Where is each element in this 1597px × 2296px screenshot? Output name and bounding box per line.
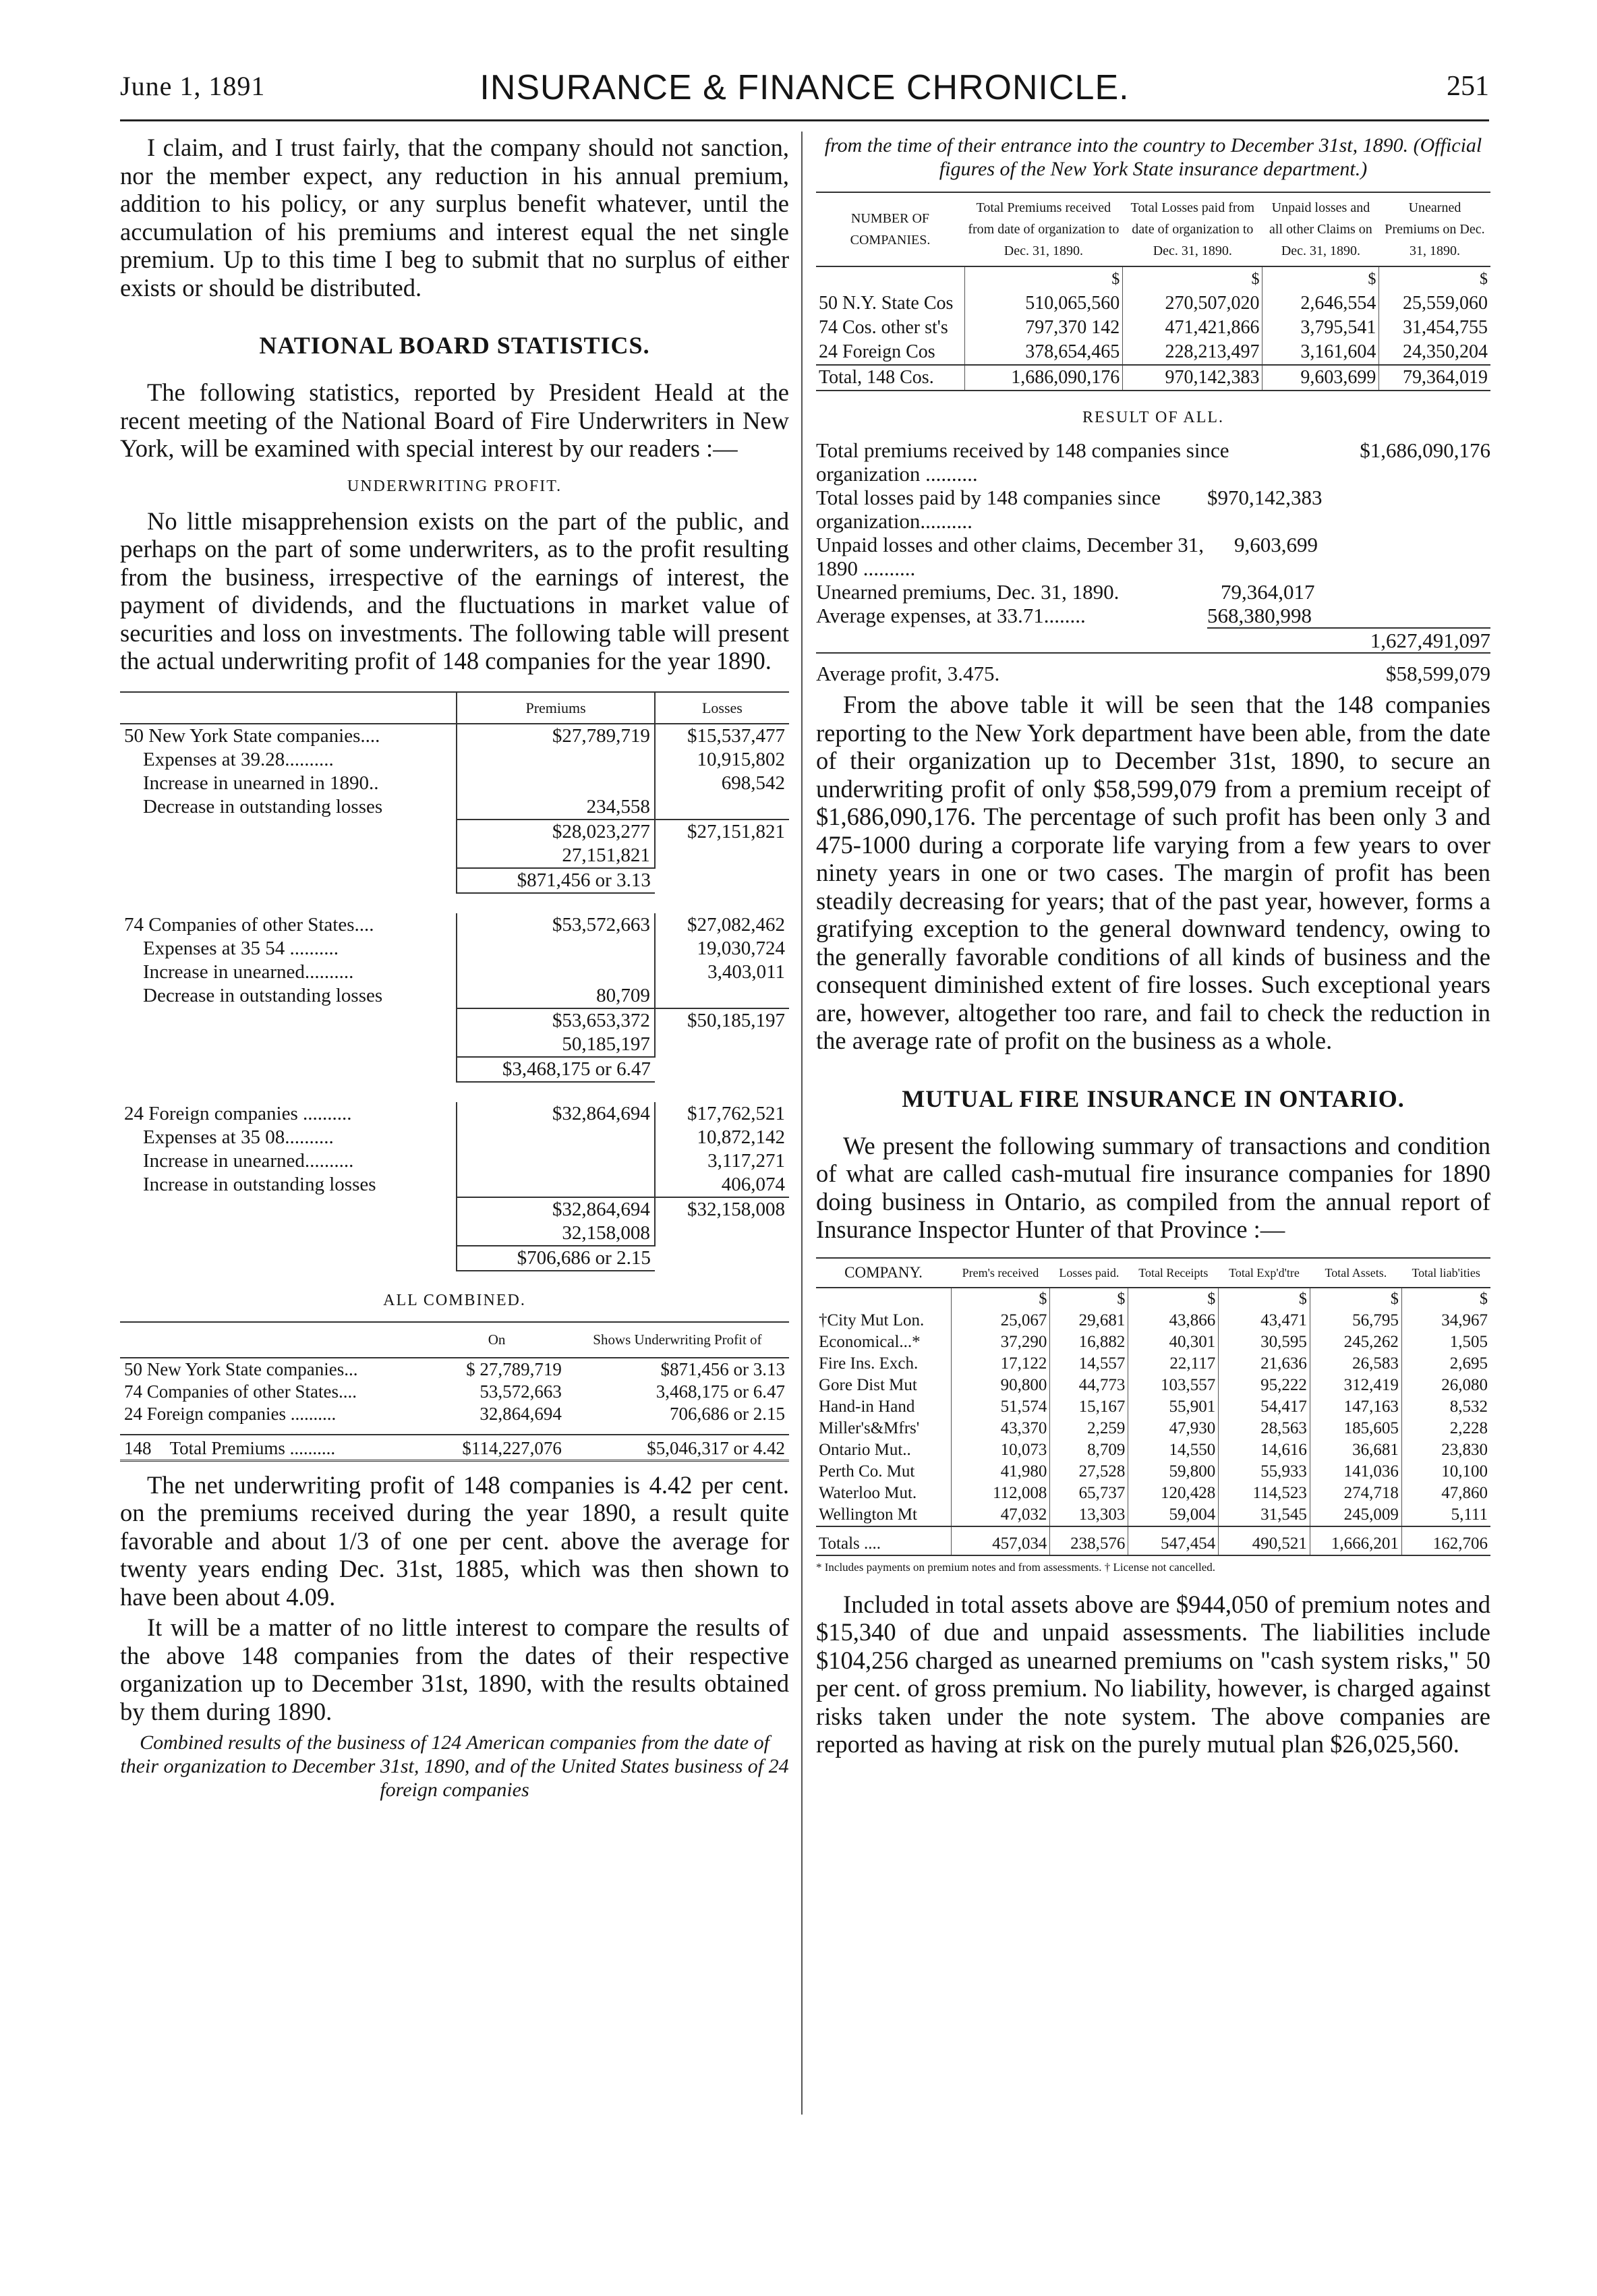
currency-row: $ $ $ $ xyxy=(816,266,1490,291)
table-row: Hand-in Hand 51,574 15,167 55,901 54,417 147,163 8,532 xyxy=(816,1396,1490,1418)
result-of-all xyxy=(816,438,1490,685)
table-row: Fire Ins. Exch. 17,122 14,557 22,117 21,636 26,583 2,695 xyxy=(816,1353,1490,1375)
table-row: 32,158,008 xyxy=(120,1222,789,1246)
right-column xyxy=(816,134,1490,1761)
table-header: Total Losses paid from date of organization to Dec. 31, 1890. xyxy=(1123,192,1262,266)
result-row: Total premiums received by 148 companies since organization .......... $1,686,090,176 xyxy=(816,438,1490,486)
result-row: Unearned premiums, Dec. 31, 1890. 79,364,017 xyxy=(816,580,1315,604)
table-row: 50 New York State companies.... $27,789,719 $15,537,477 xyxy=(120,724,789,748)
group-result: $871,456 or 3.13 xyxy=(457,868,655,893)
section-title-national-board: NATIONAL BOARD STATISTICS. xyxy=(259,332,650,359)
net-profit-paragraph: The net underwriting profit of 148 companies is 4.42 per cent. on the premiums received during the year 1890, a result quite favorable and about 1/3 of one per cent. above the average for twenty years ending Dec. 31st, 1885, which was then shown to have been about 4.09. xyxy=(120,1470,789,1611)
issue-date: June 1, 1891 xyxy=(120,71,266,101)
combined-results-caption: Combined results of the business of 124 American companies from the date of their organization to December 31st, 1890, and of the United States business of 24 foreign companies xyxy=(120,1731,789,1801)
table-row: 50 New York State companies... $ 27,789,719 $871,456 or 3.13 xyxy=(124,1358,785,1379)
table-header: Total liab'ities xyxy=(1401,1258,1490,1288)
table-row: Wellington Mt 47,032 13,303 59,004 31,545 245,009 5,111 xyxy=(816,1504,1490,1526)
table-row: 24 Foreign companies .......... 32,864,694 706,686 or 2.15 xyxy=(124,1403,785,1424)
intro-paragraph: I claim, and I trust fairly, that the company should not sanction, nor the member expect, any reduction in his annual premium, addition to his policy, or any surplus benefit whatever, until the accumulation of his premiums and interest equal the net single premium. Up to this time I beg to submit that no surplus of either exists or should be distributed. xyxy=(120,134,789,302)
result-row: Average expenses, at 33.71........ 568,380,998 xyxy=(816,604,1490,629)
stats-paragraph: The following statistics, reported by President Heald at the recent meeting of the National Board of Fire Underwriters in New York, will be examined with special interest by our readers :— xyxy=(120,378,789,462)
table-total-row: Total, 148 Cos. 1,686,090,176 970,142,383 9,603,699 79,364,019 xyxy=(816,365,1490,391)
page-header xyxy=(120,67,1489,121)
table-total-row: 148 Total Premiums .......... $114,227,076 $5,046,317 or 4.42 xyxy=(120,1435,789,1461)
result-of-all-title: RESULT OF ALL. xyxy=(1082,409,1225,426)
ny-department-table xyxy=(816,192,1490,391)
table-row: 74 Cos. other st's 797,370 142 471,421,866 3,795,541 31,454,755 xyxy=(816,316,1490,340)
journal-title: INSURANCE & FINANCE CHRONICLE. xyxy=(480,68,1130,107)
table-row: †City Mut Lon. 25,067 29,681 43,866 43,471 56,795 34,967 xyxy=(816,1310,1490,1331)
mutual-intro-paragraph: We present the following summary of transactions and condition of what are called cash-mutual fire insurance companies for 1890 doing business in Ontario, as compiled from the annual report of Insurance Inspector Hunter of that Province :— xyxy=(816,1131,1490,1243)
table-header: COMPANY. xyxy=(816,1258,951,1288)
table-row xyxy=(120,868,789,893)
table-row: 24 Foreign companies .......... $32,864,694 $17,762,521 xyxy=(120,1102,789,1126)
compare-paragraph: It will be a matter of no little interest to compare the results of the above 148 companies from the dates of their respective organization up to December 31st, 1890, with the results obtained by them during 1890. xyxy=(120,1613,789,1725)
table-row: 74 Companies of other States.... $53,572,663 $27,082,462 xyxy=(120,913,789,937)
table-header: Premiums xyxy=(457,692,655,724)
subhead-underwriting-profit: UNDERWRITING PROFIT. xyxy=(347,477,562,495)
table-header: Total Exp'd'tre xyxy=(1219,1258,1310,1288)
table-row: Waterloo Mut. 112,008 65,737 120,428 114,523 274,718 47,860 xyxy=(816,1483,1490,1504)
table-row: Decrease in outstanding losses 80,709 xyxy=(120,984,789,1008)
table-row: $32,864,694 $32,158,008 xyxy=(120,1197,789,1222)
table-row: Decrease in outstanding losses 234,558 xyxy=(120,795,789,820)
table-header xyxy=(120,1322,428,1358)
table-row: Increase in unearned.......... 3,117,271 xyxy=(120,1149,789,1173)
group-result: $3,468,175 or 6.47 xyxy=(457,1057,655,1082)
table-header: Prem's received xyxy=(951,1258,1050,1288)
table-header: Total Premiums received from date of organization to Dec. 31, 1890. xyxy=(964,192,1123,266)
table-header: Losses paid. xyxy=(1050,1258,1128,1288)
table-row: 24 Foreign Cos 378,654,465 228,213,497 3,161,604 24,350,204 xyxy=(816,340,1490,365)
result-sum: 1,627,491,097 xyxy=(816,629,1490,654)
all-combined-table xyxy=(120,1321,789,1462)
table-row: Perth Co. Mut 41,980 27,528 59,800 55,933 141,036 10,100 xyxy=(816,1461,1490,1483)
table-row: Ontario Mut.. 10,073 8,709 14,550 14,616 36,681 23,830 xyxy=(816,1439,1490,1461)
ontario-mutual-table xyxy=(816,1257,1490,1556)
average-profit-row: Average profit, 3.475. $58,599,079 xyxy=(816,662,1490,685)
profit-paragraph: No little misapprehension exists on the part of the public, and perhaps on the part of some underwriters, as to the profit resulting from the business, irrespective of the earnings of interest, the payment of dividends, and the fluctuations in market value of securities and loss on investments. The following table will present the actual underwriting profit of 148 companies for the year 1890. xyxy=(120,507,789,675)
result-row: Unpaid losses and other claims, December 31, 1890 .......... 9,603,699 xyxy=(816,533,1318,580)
table-header: Unpaid losses and all other Claims on Dec. 31, 1890. xyxy=(1262,192,1379,266)
table-footnote: * Includes payments on premium notes and from assessments. † License not cancelled. xyxy=(816,1560,1216,1574)
table-total-row: Totals .... 457,034 238,576 547,454 490,521 1,666,201 162,706 xyxy=(816,1526,1490,1555)
table-row xyxy=(120,1057,789,1082)
table-header xyxy=(120,692,457,724)
table-row: $28,023,277 $27,151,821 xyxy=(120,820,789,844)
table-row: 50 N.Y. State Cos 510,065,560 270,507,020 2,646,554 25,559,060 xyxy=(816,291,1490,316)
from-table-paragraph: From the above table it will be seen that the 148 companies reporting to the New York department have been able, from the date of their organization up to December 31st, 1890, to secure an underwriting profit of only $58,599,079 from a premium receipt of $1,686,090,176. The percentage of such profit has been only 3 and 475-1000 during a corporate life varying from a few years to over ninety years in one or two cases. The margin of profit has been steadily decreasing for years; that of the past year, however, forms a gratifying exception to the general downward tendency, owing to the generally favorable conditions of all kinds of business and the consequent diminished extent of fire losses. Such exceptional years are, however, altogether too rare, and fail to check the reduction in the average rate of profit on the business as a whole. xyxy=(816,691,1490,1054)
included-assets-paragraph: Included in total assets above are $944,050 of premium notes and $15,340 of due and unpaid assessments. The liabilities include $104,256 charged as unearned premiums on "cash system risks," 50 per cent. of gross premium. No liability, however, is charged against risks taken under the note system. The above companies are reported as having at risk on the purely mutual plan $26,025,560. xyxy=(816,1590,1490,1758)
table-row: Increase in unearned in 1890.. 698,542 xyxy=(120,772,789,795)
table-row: Gore Dist Mut 90,800 44,773 103,557 95,222 312,419 26,080 xyxy=(816,1375,1490,1396)
all-combined-title: ALL COMBINED. xyxy=(383,1291,526,1309)
table-row: Expenses at 35 54 .......... 19,030,724 xyxy=(120,937,789,960)
table-header: Shows Underwriting Profit of xyxy=(566,1322,789,1358)
table-row xyxy=(120,1246,789,1271)
result-row: Total losses paid by 148 companies since organization.......... $970,142,383 xyxy=(816,486,1323,533)
currency-row: $ $ $ $ $ $ xyxy=(816,1288,1490,1310)
table-header: Total Receipts xyxy=(1128,1258,1219,1288)
caption-continued: from the time of their entrance into the country to December 31st, 1890. (Official figures of the New York State insurance department.) xyxy=(824,134,1482,180)
table-row: Expenses at 35 08.......... 10,872,142 xyxy=(120,1126,789,1149)
page-number: 251 xyxy=(1447,71,1489,102)
table-header: NUMBER OF COMPANIES. xyxy=(816,192,964,266)
table-header: Losses xyxy=(655,692,789,724)
table-row: Miller's&Mfrs' 43,370 2,259 47,930 28,563 185,605 2,228 xyxy=(816,1418,1490,1439)
left-column xyxy=(120,134,789,1802)
table-row: Economical...* 37,290 16,882 40,301 30,595 245,262 1,505 xyxy=(816,1331,1490,1353)
table-row: 74 Companies of other States.... 53,572,663 3,468,175 or 6.47 xyxy=(124,1381,785,1402)
column-divider xyxy=(801,132,803,2115)
table-header: Unearned Premiums on Dec. 31, 1890. xyxy=(1379,192,1490,266)
table-header: On xyxy=(428,1322,566,1358)
table-header: Total Assets. xyxy=(1310,1258,1401,1288)
section-title-mutual-fire: MUTUAL FIRE INSURANCE IN ONTARIO. xyxy=(902,1085,1405,1112)
group-result: $706,686 or 2.15 xyxy=(457,1246,655,1271)
table-row: Expenses at 39.28.......... 10,915,802 xyxy=(120,748,789,772)
table-row: 27,151,821 xyxy=(120,844,789,868)
table-row: Increase in outstanding losses 406,074 xyxy=(120,1173,789,1197)
underwriting-profit-table xyxy=(120,691,789,1271)
table-row: Increase in unearned.......... 3,403,011 xyxy=(120,960,789,984)
table-row: 50,185,197 xyxy=(120,1033,789,1057)
table-row: $53,653,372 $50,185,197 xyxy=(120,1008,789,1033)
